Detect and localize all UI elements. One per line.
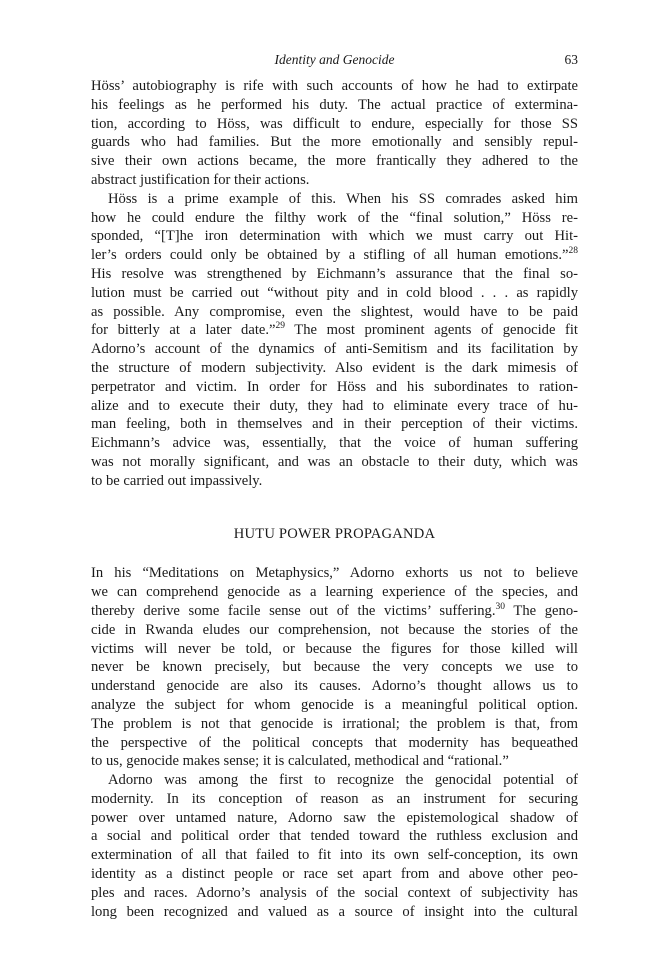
text-segment: ler’s orders could only be obtained by a stifling of all human emotions.” bbox=[91, 247, 569, 264]
footnote-marker-29: 29 bbox=[275, 321, 285, 332]
page-number: 63 bbox=[564, 52, 578, 67]
text-line: the perspective of the political concepts that modernity has bequeathed bbox=[91, 734, 578, 751]
running-head bbox=[91, 52, 578, 70]
text-line: never be known precisely, but because the very concepts we use to bbox=[91, 659, 578, 676]
text-line: man feeling, both in themselves and in their perception of their victims. bbox=[91, 416, 578, 433]
paragraph-3 bbox=[91, 564, 578, 771]
text-line: Adorno’s account of the dynamics of anti-Semitism and its facilitation by bbox=[91, 341, 578, 358]
text-line: his feelings as he performed his duty. The actual practice of extermina- bbox=[91, 96, 578, 113]
text-line-with-footnote bbox=[91, 246, 578, 265]
text-segment: thereby derive some facile sense out of the victims’ suffering. bbox=[91, 602, 496, 619]
text-line: how he could endure the filthy work of the “final solution,” Höss re- bbox=[91, 209, 578, 226]
running-title: Identity and Genocide bbox=[274, 52, 395, 67]
text-line: to us, genocide makes sense; it is calculated, methodical and “rational.” bbox=[91, 753, 509, 770]
paragraph-2 bbox=[91, 190, 578, 491]
text-line: In his “Meditations on Metaphysics,” Adorno exhorts us not to believe bbox=[91, 565, 578, 582]
text-line: identity as a distinct people or race set apart from and above other peo- bbox=[91, 866, 578, 883]
text-line: the structure of modern subjectivity. Also evident is the dark mimesis of bbox=[91, 359, 578, 376]
text-line: sponded, “[T]he iron determination with which we must carry out Hit- bbox=[91, 228, 578, 245]
text-line: long been recognized and valued as a source of insight into the cultural bbox=[91, 903, 578, 920]
text-segment: The geno- bbox=[505, 602, 578, 619]
book-page bbox=[91, 52, 578, 921]
text-line: His resolve was strengthened by Eichmann’s assurance that the final so- bbox=[91, 265, 578, 282]
section-heading: HUTU POWER PROPAGANDA bbox=[233, 525, 436, 542]
body-text bbox=[91, 77, 578, 921]
text-line: power over untamed nature, Adorno saw the epistemological shadow of bbox=[91, 809, 578, 826]
text-line: was not morally significant, and was an obstacle to their duty, which was bbox=[91, 453, 578, 470]
text-line: modernity. In its conception of reason as an instrument for securing bbox=[91, 790, 578, 807]
text-line: as possible. Any compromise, even the slightest, would have to be paid bbox=[91, 303, 578, 320]
text-line: understand genocide are also its causes. Adorno’s thought allows us to bbox=[91, 678, 578, 695]
text-line: tion, according to Höss, was difficult to endure, especially for those SS bbox=[91, 115, 578, 132]
text-line: lution must be carried out “without pity and in cold blood . . . as rapidly bbox=[91, 284, 578, 301]
footnote-marker-28: 28 bbox=[568, 246, 578, 257]
paragraph-1 bbox=[91, 77, 578, 190]
text-line: alize and to execute their duty, they had to eliminate every trace of hu- bbox=[91, 397, 578, 414]
paragraph-4 bbox=[91, 771, 578, 921]
text-line: victims will never be told, or because the figures for those killed will bbox=[91, 640, 578, 657]
text-line: Adorno was among the first to recognize the genocidal potential of bbox=[108, 772, 578, 789]
text-line: ples and races. Adorno’s analysis of the social context of subjectivity has bbox=[91, 884, 578, 901]
text-line: to be carried out impassively. bbox=[91, 472, 263, 489]
text-line: we can comprehend genocide as a learning experience of the species, and bbox=[91, 584, 578, 601]
text-line: cide in Rwanda eludes our comprehension, not because the stories of the bbox=[91, 621, 578, 638]
text-line: abstract justification for their actions. bbox=[91, 171, 310, 188]
text-line: perpetrator and victim. In order for Höss and his subordinates to ration- bbox=[91, 378, 578, 395]
text-line-with-footnote bbox=[91, 321, 578, 340]
text-line: The problem is not that genocide is irrational; the problem is that, from bbox=[91, 715, 578, 732]
text-line: a social and political order that tended toward the ruthless exclusion and bbox=[91, 828, 578, 845]
text-line: Höss’ autobiography is rife with such accounts of how he had to extirpate bbox=[91, 78, 578, 94]
text-segment: for bitterly at a later date.” bbox=[91, 322, 276, 339]
text-segment: The most prominent agents of genocide fit bbox=[284, 322, 578, 339]
text-line: extermination of all that failed to fit into its own self-conception, its own bbox=[91, 847, 578, 864]
footnote-marker-30: 30 bbox=[495, 602, 505, 613]
text-line: Höss is a prime example of this. When his SS comrades asked him bbox=[108, 190, 578, 207]
text-line: sive their own actions became, the more frantically they adhered to the bbox=[91, 153, 578, 170]
text-line: guards who had families. But the more emotionally and sensibly repul- bbox=[91, 134, 578, 151]
text-line-with-footnote bbox=[91, 602, 578, 621]
text-line: Eichmann’s advice was, essentially, that the voice of human suffering bbox=[91, 435, 578, 452]
text-line: analyze the subject for whom genocide is a meaningful political option. bbox=[91, 696, 578, 713]
